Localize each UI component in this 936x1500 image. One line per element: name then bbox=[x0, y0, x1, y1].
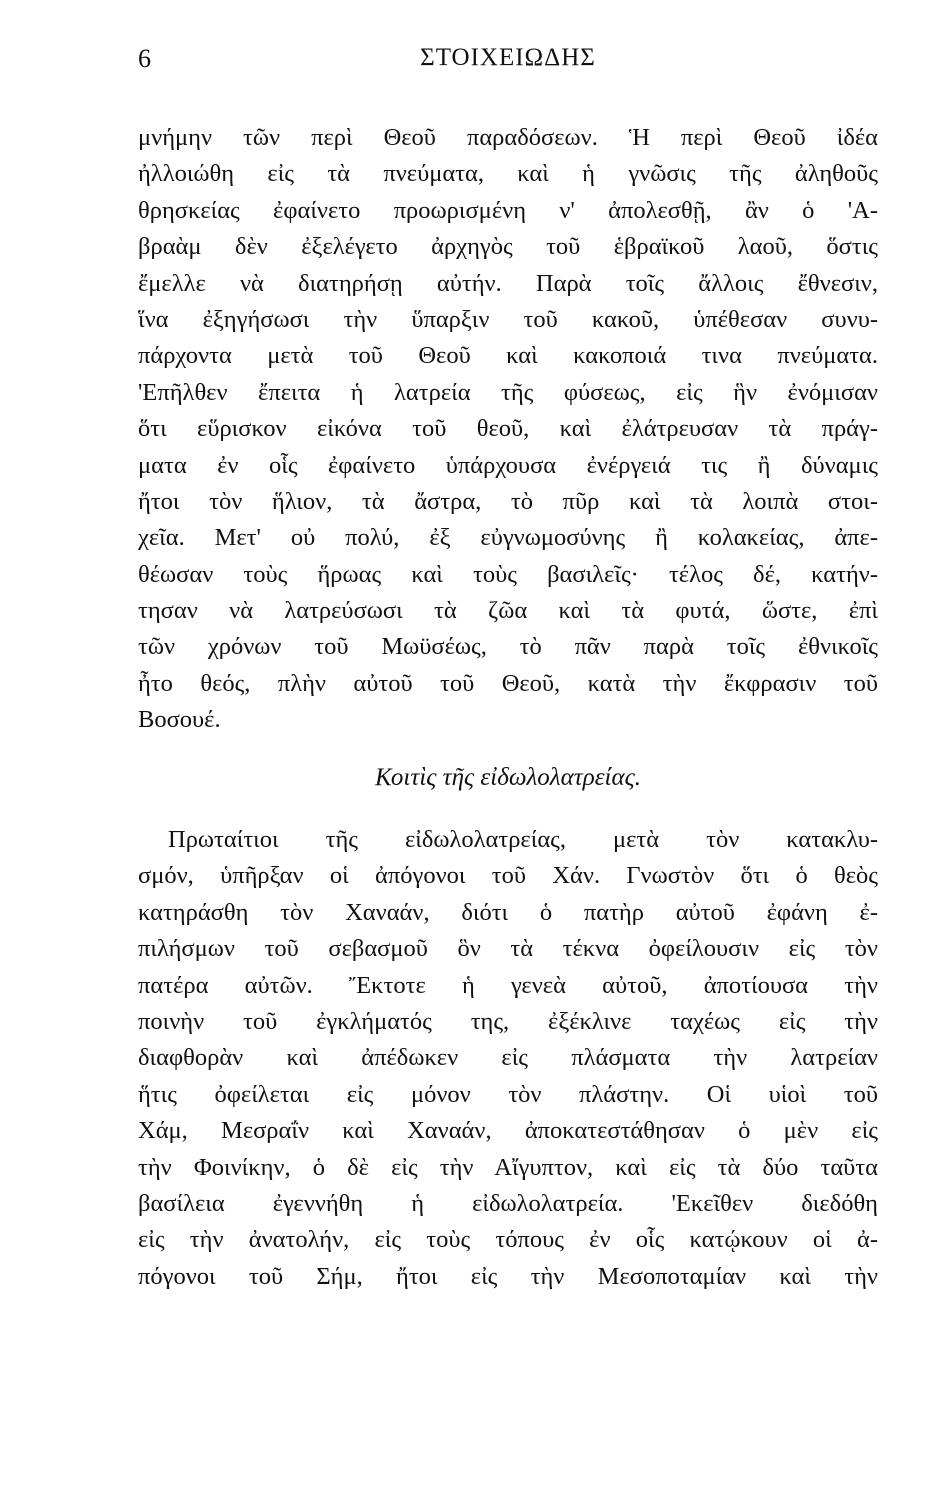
text-line: βραὰμ δὲν ἐξελέγετο ἀρχηγὸς τοῦ ἑβραϊκοῦ λαοῦ, ὅστις bbox=[138, 233, 878, 261]
text-line: Χάμ, Μεσραΐν καὶ Χαναάν, ἀποκατεστάθησαν ὁ μὲν εἰς bbox=[138, 1117, 878, 1145]
page-number: 6 bbox=[138, 44, 151, 73]
paragraph-1 bbox=[138, 120, 878, 739]
text-line: Πρωταίτιοι τῆς εἰδωλολατρείας, μετὰ τὸν κατακλυ- bbox=[168, 826, 878, 853]
text-line: 'Επῆλθεν ἔπειτα ἡ λατρεία τῆς φύσεως, εἰς ἣν ἐνόμισαν bbox=[138, 378, 878, 406]
text-line: πατέρα αὐτῶν. Ἔκτοτε ἡ γενεὰ αὐτοῦ, ἀποτίουσα τὴν bbox=[138, 971, 878, 999]
text-line: ἠλλοιώθη εἰς τὰ πνεύματα, καὶ ἡ γνῶσις τῆς ἀληθοῦς bbox=[138, 160, 878, 188]
text-line: βασίλεια ἐγεννήθη ἡ εἰδωλολατρεία. 'Εκεῖθεν διεδόθη bbox=[138, 1189, 878, 1217]
running-title: ΣΤΟΙΧΕΙΩΔΗΣ bbox=[420, 44, 596, 71]
text-line: χεῖα. Μετ' οὐ πολύ, ἐξ εὐγνωμοσύνης ἢ κολακείας, ἀπε- bbox=[138, 524, 878, 552]
text-line: πόγονοι τοῦ Σήμ, ἤτοι εἰς τὴν Μεσοποταμίαν καὶ τὴν bbox=[138, 1262, 878, 1290]
text-line: ἔμελλε νὰ διατηρήσῃ αὐτήν. Παρὰ τοῖς ἄλλοις ἔθνεσιν, bbox=[138, 269, 878, 297]
text-line: ποινὴν τοῦ ἐγκλήματός της, ἐξέκλινε ταχέως εἰς τὴν bbox=[138, 1007, 878, 1035]
text-line: πιλήσμων τοῦ σεβασμοῦ ὃν τὰ τέκνα ὀφείλουσιν εἰς τὸν bbox=[138, 935, 878, 963]
text-line: θρησκείας ἐφαίνετο προωρισμένη ν' ἀπολεσθῇ, ἂν ὁ 'Α- bbox=[138, 196, 878, 224]
text-line: τὴν Φοινίκην, ὁ δὲ εἰς τὴν Αἴγυπτον, καὶ εἰς τὰ δύο ταῦτα bbox=[138, 1153, 878, 1181]
text-line: εἰς τὴν ἀνατολήν, εἰς τοὺς τόπους ἐν οἷς κατῴκουν οἱ ἀ- bbox=[138, 1226, 878, 1254]
running-header bbox=[138, 44, 878, 84]
text-line: ἦτο θεός, πλὴν αὐτοῦ τοῦ Θεοῦ, κατὰ τὴν ἔκφρασιν τοῦ bbox=[138, 669, 878, 697]
text-line: μνήμην τῶν περὶ Θεοῦ παραδόσεων. Ἡ περὶ Θεοῦ ἰδέα bbox=[138, 124, 878, 151]
text-line: Βοσουέ. bbox=[138, 706, 221, 734]
text-line: κατηράσθη τὸν Χαναάν, διότι ὁ πατὴρ αὐτοῦ ἐφάνη ἐ- bbox=[138, 898, 878, 926]
text-line: ἵνα ἐξηγήσωσι τὴν ὕπαρξιν τοῦ κακοῦ, ὑπέθεσαν συνυ- bbox=[138, 305, 878, 333]
text-line: ἥτις ὀφείλεται εἰς μόνον τὸν πλάστην. Οἱ υἱοὶ τοῦ bbox=[138, 1080, 878, 1108]
text-line: ἤτοι τὸν ἥλιον, τὰ ἄστρα, τὸ πῦρ καὶ τὰ λοιπὰ στοι- bbox=[138, 487, 878, 515]
text-line: ματα ἐν οἷς ἐφαίνετο ὑπάρχουσα ἐνέργειά τις ἢ δύναμις bbox=[138, 451, 878, 479]
section-heading: Κοιτὶς τῆς εἰδωλολατρείας. bbox=[374, 764, 642, 791]
paragraph-2 bbox=[138, 822, 878, 1295]
text-line: θέωσαν τοὺς ἥρωας καὶ τοὺς βασιλεῖς· τέλος δέ, κατήν- bbox=[138, 560, 878, 588]
text-line: τησαν νὰ λατρεύσωσι τὰ ζῶα καὶ τὰ φυτά, ὥστε, ἐπὶ bbox=[138, 597, 878, 625]
text-line: πάρχοντα μετὰ τοῦ Θεοῦ καὶ κακοποιά τινα πνεύματα. bbox=[138, 342, 878, 370]
text-line: τῶν χρόνων τοῦ Μωϋσέως, τὸ πᾶν παρὰ τοῖς ἐθνικοῖς bbox=[138, 633, 878, 661]
text-line: ὅτι εὕρισκον εἰκόνα τοῦ θεοῦ, καὶ ἐλάτρευσαν τὰ πράγ- bbox=[138, 415, 878, 443]
text-line: διαφθορὰν καὶ ἀπέδωκεν εἰς πλάσματα τὴν λατρείαν bbox=[138, 1044, 878, 1072]
text-line: σμόν, ὑπῆρξαν οἱ ἀπόγονοι τοῦ Χάν. Γνωστὸν ὅτι ὁ θεὸς bbox=[138, 862, 878, 890]
